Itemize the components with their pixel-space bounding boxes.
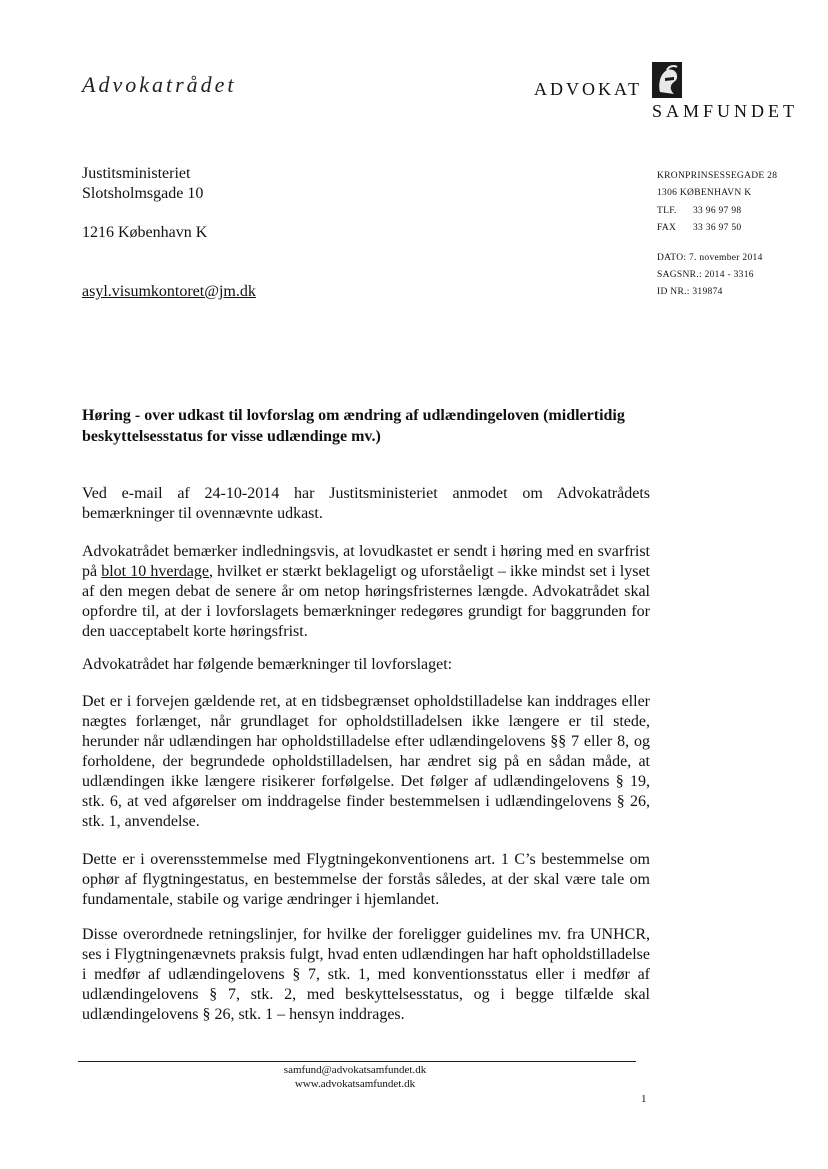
recipient-street: Slotsholmsgade 10 — [82, 185, 204, 202]
logo-word-advokat: ADVOKAT — [534, 79, 642, 99]
footer-website-link[interactable]: www.advokatsamfundet.dk — [294, 1078, 416, 1090]
phone-value: 33 96 97 98 — [693, 206, 742, 216]
letter-date: DATO: 7. november 2014 — [657, 253, 763, 263]
sender-fax — [657, 222, 741, 234]
knight-helmet-icon — [652, 62, 682, 98]
footer-email-link[interactable]: samfund@advokatsamfundet.dk — [283, 1064, 427, 1076]
fax-value: 33 36 97 50 — [693, 223, 742, 233]
footer-divider — [78, 1061, 636, 1062]
brand-title: Advokatrådet — [82, 72, 237, 97]
body-paragraph-2 — [82, 542, 650, 642]
page-number: 1 — [641, 1093, 647, 1105]
sender-address-city: 1306 KØBENHAVN K — [657, 188, 752, 198]
phone-label: TLF. — [657, 206, 677, 216]
deadline-emphasis: blot 10 hverdage — [101, 563, 210, 580]
body-paragraph-6: Disse overordnede retningslinjer, for hvilke der foreligger guidelines mv. fra UNHCR, ses i Flygtningenævnets praksis fulgt, hvad enten udlændingen har haft opholdstilladelse i medfør af udlændingelovens § 7, stk. 1, med konventionsstatus eller i medfør af udlændingelovens § 7, stk. 2, med beskyttelsesstatus, og i begge tilfælde skal udlændingelovens § 26, stk. 1 – hensyn inddrages. — [82, 926, 650, 1023]
id-number: ID NR.: 319874 — [657, 287, 723, 297]
body-paragraph-5: Dette er i overensstemmelse med Flygtningekonventionens art. 1 C’s bestemmelse om ophør af flygtningestatus, en bestemmelse der forstås således, at der skal være tale om fundamentale, stabile og varige ændringer i hjemlandet. — [82, 851, 650, 908]
body-paragraph-4: Det er i forvejen gældende ret, at en tidsbegrænset opholdstilladelse kan inddrages eller nægtes forlænget, når grundlaget for opholdstilladelsen ikke længere er til stede, herunder når udlændingen har opholdstilladelse efter udlændingelovens §§ 7 eller 8, og forholdene, der begrundede opholdstilladelsen, har ændret sig på en sådan måde, at udlændingen ikke længere risikerer forfølgelse. Det følger af udlændingelovens § 19, stk. 6, at ved afgørelser om inddragelse finder bestemmelsen i udlændingelovens § 26, stk. 1, anvendelse. — [82, 693, 650, 830]
recipient-city: 1216 København K — [82, 224, 208, 241]
fax-label: FAX — [657, 223, 677, 233]
recipient-name: Justitsministeriet — [82, 165, 191, 182]
paragraph-2-text-end: , hvilket er stærkt beklageligt og uforståeligt – ikke mindst set i lyset af den megen debat de senere år om netop høringsfristernes længde. Advokatrådet skal opfordre til, at der i lovforslagets bemærkninger redegøres grundigt for baggrunden for den uacceptabelt korte høringsfrist. — [82, 563, 650, 640]
paragraph-2-text-start: Advokatrådet bemærker indledningsvis, at lovudkastet er sendt i høring med en svarfrist på — [82, 543, 650, 580]
recipient-email-link[interactable]: asyl.visumkontoret@jm.dk — [82, 283, 256, 300]
body-paragraph-1: Ved e-mail af 24-10-2014 har Justitsministeriet anmodet om Advokatrådets bemærkninger til ovennævnte udkast. — [82, 485, 650, 522]
body-paragraph-3: Advokatrådet har følgende bemærkninger til lovforslaget: — [82, 656, 453, 673]
sender-address-street: KRONPRINSESSEGADE 28 — [657, 171, 778, 181]
case-number: SAGSNR.: 2014 - 3316 — [657, 270, 754, 280]
letter-subject: Høring - over udkast til lovforslag om ændring af udlændingeloven (midlertidig beskyttelsesstatus for visse udlændinge mv.) — [82, 407, 625, 445]
logo-word-samfundet: SAMFUNDET — [652, 101, 799, 121]
sender-phone — [657, 205, 741, 217]
